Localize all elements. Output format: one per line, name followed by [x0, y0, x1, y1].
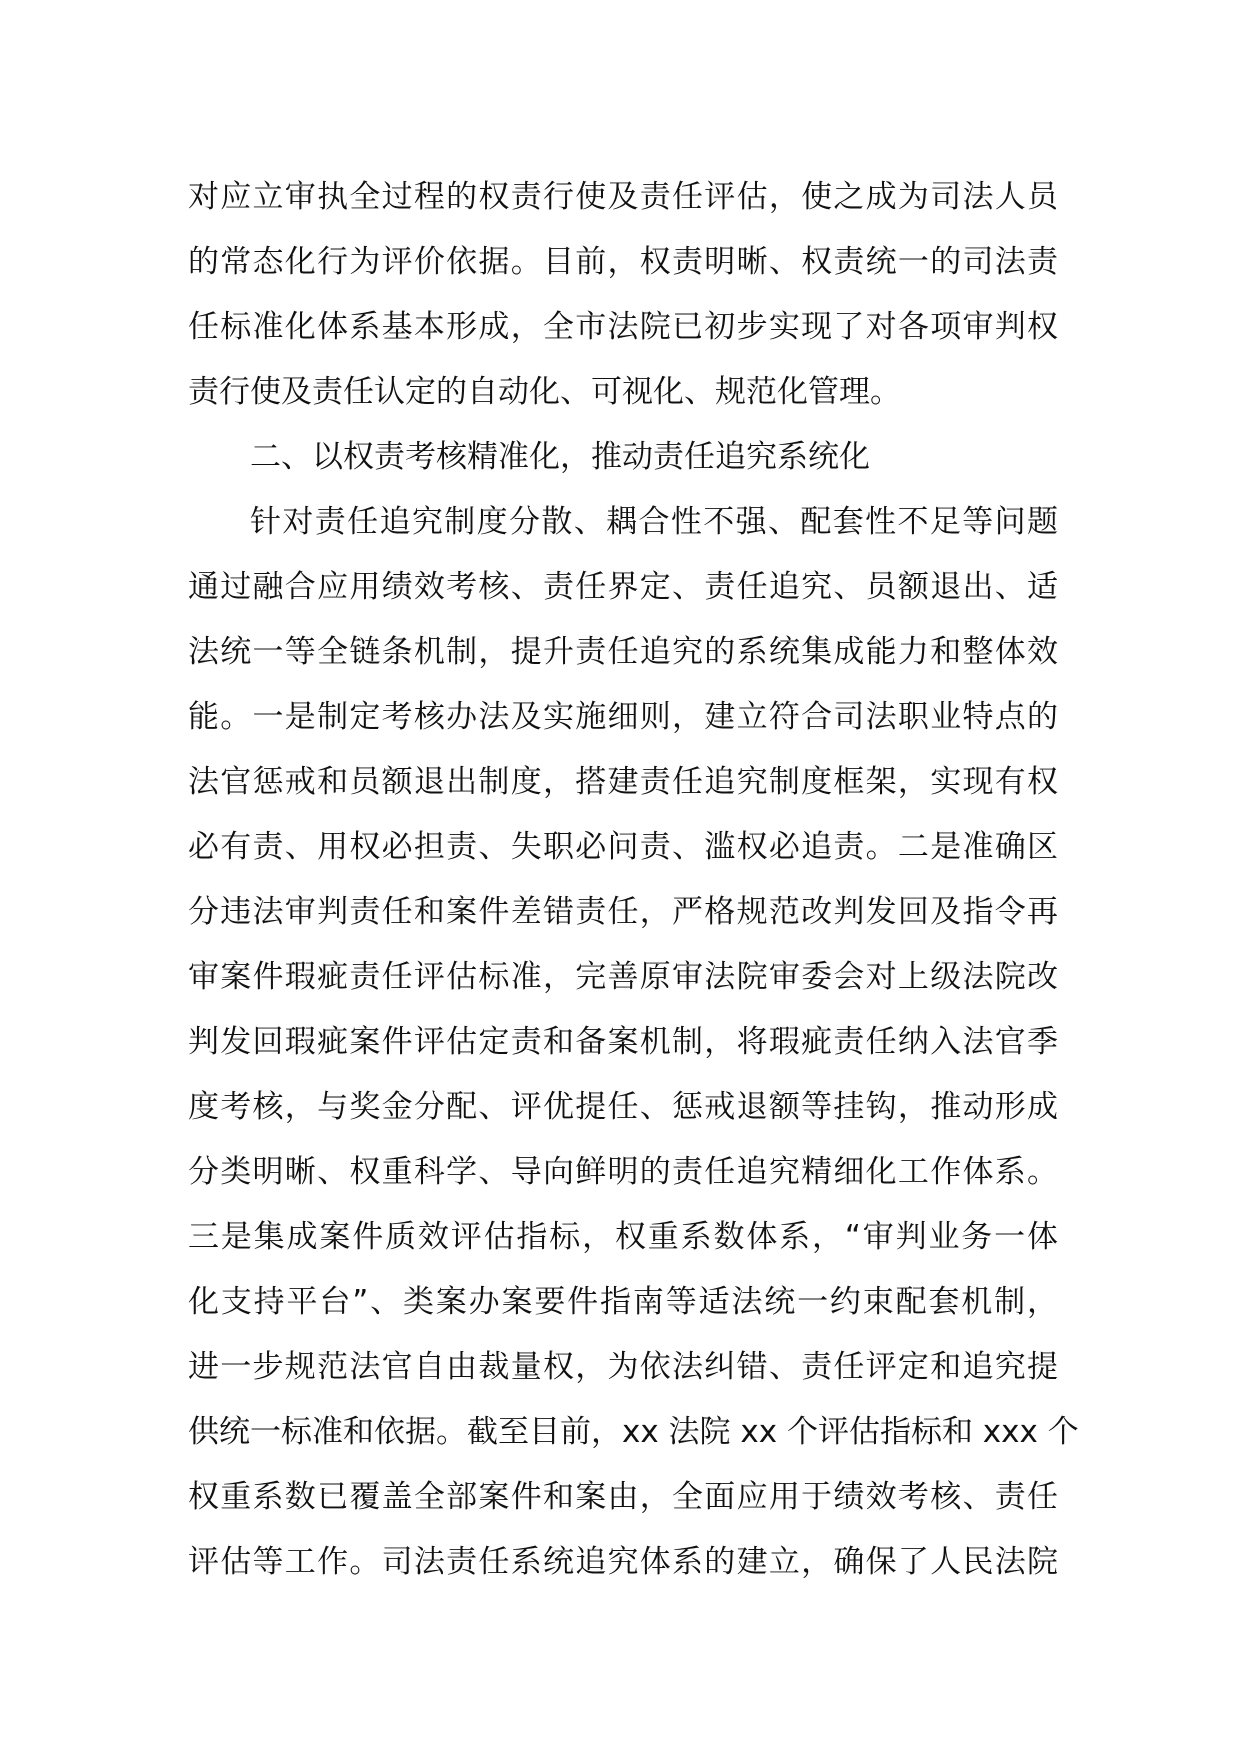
text-line: 分类明晰、权重科学、导向鲜明的责任追究精细化工作体系。 [188, 1154, 1058, 1190]
text-line: 必有责、用权必担责、失职必问责、滥权必追责。二是准确区 [188, 829, 1058, 865]
text-line: 判发回瑕疵案件评估定责和备案机制，将瑕疵责任纳入法官季 [188, 1024, 1058, 1060]
text-line: 的常态化行为评价依据。目前，权责明晰、权责统一的司法责 [188, 244, 1058, 280]
text-line: 供统一标准和依据。截至目前，xx 法院 xx 个评估指标和 xxx 个 [188, 1414, 1079, 1450]
text-line: 分违法审判责任和案件差错责任，严格规范改判发回及指令再 [188, 894, 1058, 930]
text-line: 评估等工作。司法责任系统追究体系的建立，确保了人民法院 [188, 1544, 1058, 1580]
text-line: 法统一等全链条机制，提升责任追究的系统集成能力和整体效 [188, 634, 1058, 670]
text-line: 能。一是制定考核办法及实施细则，建立符合司法职业特点的 [188, 699, 1058, 735]
text-line: 针对责任追究制度分散、耦合性不强、配套性不足等问题 [250, 504, 1058, 540]
text-line: 权重系数已覆盖全部案件和案由，全面应用于绩效考核、责任 [188, 1479, 1058, 1515]
text-line: 责行使及责任认定的自动化、可视化、规范化管理。 [188, 374, 901, 410]
text-line: 通过融合应用绩效考核、责任界定、责任追究、员额退出、适 [188, 569, 1058, 605]
text-line: 三是集成案件质效评估指标，权重系数体系，“审判业务一体 [188, 1219, 1058, 1255]
text-line: 对应立审执全过程的权责行使及责任评估，使之成为司法人员 [188, 179, 1058, 215]
text-line: 任标准化体系基本形成，全市法院已初步实现了对各项审判权 [188, 309, 1058, 345]
text-line: 化支持平台”、类案办案要件指南等适法统一约束配套机制， [188, 1284, 1058, 1320]
text-line: 审案件瑕疵责任评估标准，完善原审法院审委会对上级法院改 [188, 959, 1058, 995]
text-line: 法官惩戒和员额退出制度，搭建责任追究制度框架，实现有权 [188, 764, 1058, 800]
body-text [188, 165, 1079, 1595]
section-heading: 二、以权责考核精准化，推动责任追究系统化 [250, 439, 870, 475]
text-line: 度考核，与奖金分配、评优提任、惩戒退额等挂钩，推动形成 [188, 1089, 1058, 1125]
text-line: 进一步规范法官自由裁量权，为依法纠错、责任评定和追究提 [188, 1349, 1058, 1385]
